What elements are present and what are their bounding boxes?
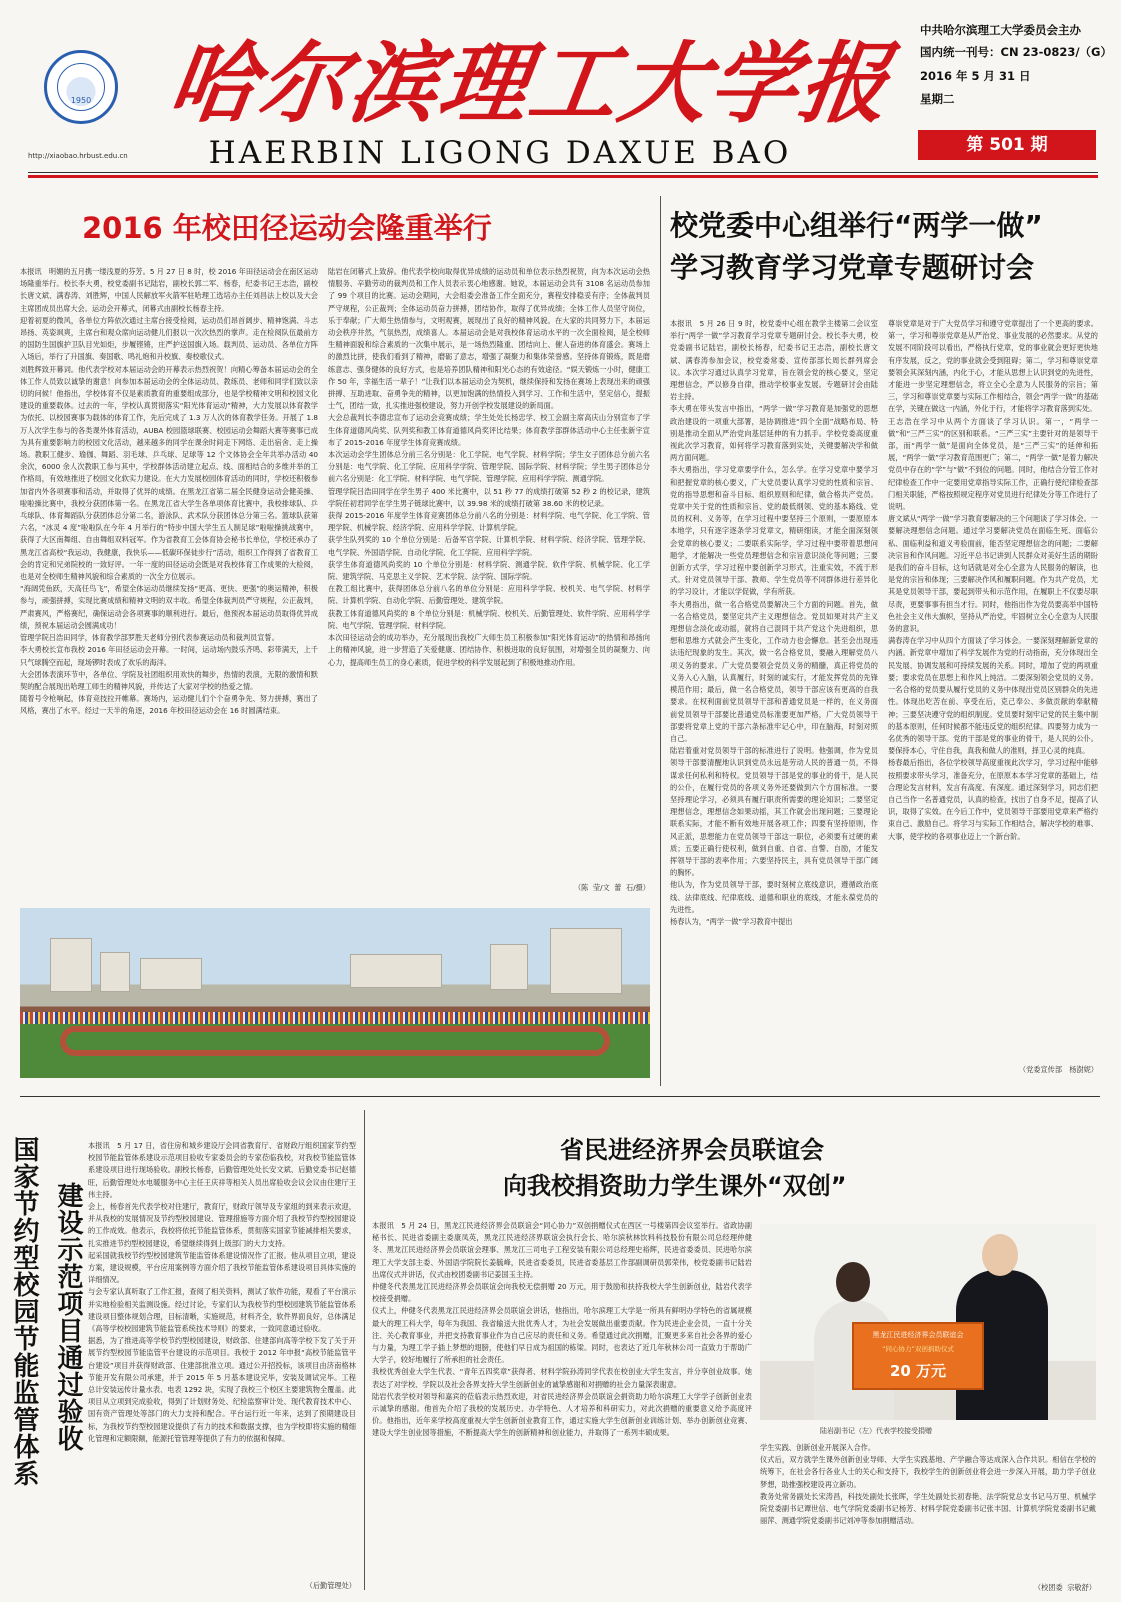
donation-headline-line2: 向我校捐资助力学生课外“双创” xyxy=(503,1172,847,1200)
donation-article-col1: 本报讯 5 月 24 日，黑龙江民进经济界会员联谊会“同心协力”双创捐赠仪式在西区一号楼第四会议室举行。省政协副秘书长、民进省委副主委康凤英，黑龙江民进经济界联谊会执行会长、哈尔滨秋林饮料科技股份有限公司总经理仲健冬、黑龙江民进经济界会员联谊会理事、黑龙江三司电子工程安装有限公司总经理史裕辉，民进省委委员、民进哈尔滨理工大学支部主委、外国语学院院长姜毓峰，民进省委委员，民进省委基层工作部副调研员郭荣伟，校党委副书记陆岩出席仪式并讲话，仪式由校团委副书记姜国玉主持。 仲健冬代表黑龙江民进经济界会员联谊会向我校无偿捐赠 20 万元，用于鼓励和扶持我校大学生创新创业，陆岩代表学校接受捐赠。 仪式上，仲健冬代表黑龙江民进经济界会员联谊会讲话，他指出，哈尔滨理工大学是一所具有鲜明办学特色的省属规模最大的理工科大学，每年为我国、我省输送大批优秀人才，为社会发展做出重要贡献。作为民进企业会员，一直十分关注、关心教育事业，并把支持教育事业作为自己应尽的责任和义务。希望通过此次捐赠，汇聚更多来自社会各界的爱心与力量，为理工学子插上梦想的翅膀，使他们早日成为祖国的栋梁。同时，也表达了近几年秋林公司一直致力于帮助广大学子，较好地履行了所承担的社会责任。 我校优秀创业大学生代表、“青年五四奖章”获得者、材料学院孙涛同学代表在校创业大学生发言，并分享创业故事。她表达了对学校、学院以及社会各界支持大学生创新创业的诚挚感谢和对捐赠的社会力量深表谢意。 陆岩代表学校对领导和嘉宾的莅临表示热烈欢迎，对省民进经济界会员联谊会捐资助力哈尔滨理工大学学子创新创业表示诚挚的感谢。他首先介绍了我校的发展历史、办学特色、人才培养和科研实力，对此次捐赠的重要意义给予高度评价。他指出，近年来学校高度重视大学生创新创业教育工作，通过实施大学生创新创业训练计划、举办创新创业竞赛、建设大学生创业园等措施，不断提高大学生的创新精神和创业能力，并取得了一系列丰硕成果。 xyxy=(372,1221,752,1438)
seal-year: 1950 xyxy=(70,96,92,105)
issue-date: 2016 年 5 月 31 日 xyxy=(920,69,1031,83)
section-divider xyxy=(20,1096,1100,1097)
donation-photo xyxy=(760,1224,1096,1420)
energy-byline: （后勤管理处） xyxy=(305,1581,356,1590)
sports-article-col1: 本报讯 明媚的五月携一缕浅夏的芬芳。5 月 27 日 8 时，校 2016 年田径运动会在南区运动场隆重举行。校长李大勇，校党委副书记陆岩，副校长郭二军、杨春，纪委书记王志浩，副校长唐文斌、满春涛、刘胜辉，中国人民解放军火箭军驻哈理工选培办主任刘昌法上校以及大会主席团成员出席大会。运动会开幕式，闭幕式由副校长杨春主持。 迎着初夏的微风，各单位方阵依次通过主席台接受检阅，运动员们昂首阔步、精神饱满、斗志昂扬、英姿飒爽，主席台和观众席向运动健儿们报以一次次热烈的掌声。走在检阅队伍最前方的国防生国旗护卫队目光如炬，步履铿锵，庄严护送国旗入场。载判员、运动员、各单位方阵入场后，举行了升国旗、奏国歌、鸣礼炮和升校旗、奏校歌仪式。 刘胜辉致开幕词。他代表学校对本届运动会的开幕表示热烈祝贺！向精心筹备本届运动会的全体工作人员致以诚挚的谢意！向参加本届运动会的全体运动员、教练员、老师和同学们致以亲切的问候！他指出，学校体育不仅是素质教育的重要组成部分，也是学校精神文明和校园文化建设的重要载体。过去的一年，学校认真贯彻落实“阳光体育运动”精神，大力发展以体育教学为依托、以校园赛事为载体的体育工作，先后完成了 1.3 万人次的体育教学任务。开展了 1.8 万人次学生参与的各类课外体育活动，AUBA 校园篮球联赛、校园运动会舞蹈大赛等赛事已成为具有重要影响力的校园文化活动，越来越多的同学在课余时间走下网络、走出宿舍、走上操场。教职工健步、瑜伽、舞蹈、羽毛球、乒乓球、足球等 12 个文体协会全年共举办活动 40 余次，6000 余人次教职工参与其中，学校群体活动建立起点、线、面相结合的多维并举的工作格局，有效地推进了校园文化软实力建设。在大力发展校园体育活动的同时，学校还积极参加省内外各项赛事和活动，并取得了优异的成绩。在黑龙江省第二届全民健身运动会健美操、啦啦操比赛中，我校分获团体第一名。在黑龙江省大学生各单项体育比赛中，我校排球队、乒乓球队、体育舞蹈队分获团体总分第二名，游泳队、武术队分获团体总分第三名。篮球队获第六名，“冰灵 4 度”啦啦队在今年 4 月举行的“特步中国大学生五人制足球”啦啦操挑战赛中，获得了大区南舞组、自由舞组双料冠军。作为省教育工会体育协会秘书长单位，学校还承办了黑龙江省高校“我运动，我健康，我快乐——低碳环保徒步行”活动，组织工作得到了省教育工会的肯定和兄弟院校的一致好评。一年一度的田径运动会既是对我校体育工作成果的大检阅，也是对全校师生精神风貌和综合素质的一次全方位展示。 “海阔凭鱼跃，天高任鸟飞”，希望全体运动员继续发扬“更高、更快、更强”的奥运精神，积极参与，顽强拼搏，实现比赛成绩和精神文明的双丰收。希望全体裁判员严守规程，公正裁判，严肃赛风，严格赛纪，确保运动会各项赛事的顺利进行。最后，他预祝本届运动员取得优异成绩，预祝本届运动会圆满成功！ 管理学院吕浩田同学，体育教学部罗胜天老师分别代表参赛运动员和裁判员宣誓。 李大勇校长宣布我校 2016 年田径运动会开幕。一时间，运动场内鼓乐齐鸣、彩带满天，上千只气球腾空而起，现场锣时表成了欢乐的海洋。 大会团体表演环节中，各单位、学院及社团组织用欢快的舞步，热情的表演，无限的激情和默契的配合展现出哈理工师生的精神风貌，并传达了大家对学校的热爱之情。 随着号令枪响起，体育竞技拉开帷幕。赛场内，运动健儿们个个奋勇争先、努力拼搏，赛出了风格，赛出了水平。经过一天半的角逐，2016 年校田径运动会在 16 时圆满结束。 xyxy=(20,267,318,716)
energy-article-body: 本报讯 5 月 17 日，省住房和城乡建设厅会同省教育厅、省财政厅组织国家节约型校园节能监管体系建设示范项目验收专家委员会的专家莅临我校，对我校节能监管体系建设项目进行现场验收。副校长杨春，后勤管理处处长安文斌、后勤党委书记赵德旺，后勤管理处水电暖服务中心主任王庆祥等相关人员出席验收会议会议由住建厅王伟主持。 会上，杨春首先代表学校对住建厅，教育厅，财政厅领导及专家组的到来表示欢迎，并从我校的发展情况及节约型校园建设、管理措施等方面介绍了我校节约型校园建设的工作成效。他表示，我校将依托节能监管体系，贯彻落实国家节能减排相关要求，扎实推进节约型校园建设，希望继续得到上级部门的大力支持。 起采国就我校节约型校园建筑节能监管体系建设情况作了汇报。他从项目立项，建设方案，建设规模，平台应用案例等方面介绍了我校节能监管体系建设项目具体实施的详细情况。 与会专家认真听取了工作汇报，查阅了相关资料，测试了软件功能，观看了平台演示并实地检验相关监测设施。经过讨论，专家们认为我校节约型校园建筑节能监管体系建设项目整体规划合理，目标清晰，实施规范，材料齐全，软件界面良好，总体满足《高等学校校园建筑节能监管系统技术导则》的要求，一致同意通过验收。 据悉，为了推进高等学校节约型校园建设，财政部、住建部向高等学校下发了关于开展节约型校园节能监管平台建设的示范项目。我校于 2012 年申报“高校节能监管平台建设”项目并获得财政部、住建部批准立项。通过公开招投标，该项目由济南格林节能开发有限公司承建，并于 2015 年 5 月基本建设完毕，安装及调试完毕。工程总计安装远传计量水表、电表 1292 块，实现了我校三个校区主要建筑物全覆盖。此项目从立项到完成验收，得到了计划财务处、纪检监察审计处、现代教育技术中心、国有资产管理处等部门的大力支持和配合。平台运行近一年来，达到了预期建设目标，为我校节约型校园建设提供了有力的技术和数据支撑，也为学校即将实施的精细化管理和定额限额，能源托管管理等提供了有力的依据和保障。 xyxy=(88,1141,356,1443)
donation-board xyxy=(852,1322,984,1390)
column-divider xyxy=(660,196,661,1086)
weekday: 星期二 xyxy=(920,92,955,106)
party-headline-line2: 学习教育学习党章专题研讨会 xyxy=(670,251,1035,284)
donation-headline-line1: 省民进经济界会员联谊会 xyxy=(560,1136,824,1164)
newspaper-title: 哈尔滨理工大学报 xyxy=(162,31,898,135)
board-line2: “同心协力”双创捐助仪式 xyxy=(882,1345,954,1353)
issue-number-badge: 第 501 期 xyxy=(918,130,1096,160)
donation-byline: （校团委 宗敬舒） xyxy=(1033,1583,1096,1592)
masthead-divider-red xyxy=(28,175,1098,178)
newspaper-pinyin: HAERBIN LIGONG DAXUE BAO xyxy=(208,135,792,171)
masthead-divider xyxy=(28,172,1098,173)
sponsor-line: 中共哈尔滨理工大学委员会主办 xyxy=(920,23,1081,37)
university-seal-logo xyxy=(44,50,118,124)
column-divider-lower xyxy=(364,1110,365,1590)
stadium-photo xyxy=(20,908,650,1078)
sports-byline: （陈 莹/文 蕾 石/摄） xyxy=(573,883,650,892)
publication-number: 国内统一刊号：CN 23-0823/（G） xyxy=(920,45,1112,59)
party-headline-line1: 校党委中心组举行“两学一做” xyxy=(670,209,1043,242)
sports-headline: 2016 年校田径运动会隆重举行 xyxy=(82,211,492,245)
energy-vertical-headline-2: 建设示范项目通过验收 xyxy=(53,1182,83,1452)
party-article-col2: 尊崇党章是对于广大党员学习和遵守党章提出了一个更高的要求。第一，学习和尊崇党章是从严治党、事业发展的必然要求。从党的发展不同阶段可以看出，严格执行党章，党的事业就会更好更快地有序发展，反之，党的事业就会受到阻碍；第二，学习和尊崇党章要领会其深刻内涵，内化于心，才能从思想上认识到党的先进性，才能进一步坚定理想信念，将立全心全意为人民服务的宗旨；第三，学习和尊崇党章要与实际工作相结合，领会“两学一做”的基础在学，关键在做这一内涵，外化于行，才能将学习教育落到实处。 王志浩在学习中从两个方面谈了学习认识。第一，“两学一做”和“三严三实”的区别和联系。“三严三实”主要针对的是领导干部，而“两学一做”是面向全体党员，是“三严三实”的延伸和拓展，“两学一做”学习教育范围更广；第二，“两学一做”是着力解决党员中存在的“学”与“做”不到位的问题。同时，他结合分管工作对纪律检查工作中一定要用党章指导实际工作，正确行使纪律检查部门相关职能，严格按照规定程序对党员进行纪律处分等工作进行了说明。 唐文斌从“两学一做”学习教育要解决的三个问题谈了学习体会。一要解决理想信念问题。通过学习要解决党员在面临生死、面临公私、面临利益和道义考验面前，能否坚定理想信念的问题；二要解决宗旨和作风问题。习近平总书记讲到人民群众对美好生活的期盼是我们的奋斗目标，这句话就是对全心全意为人民服务的解读，也是党的宗旨和体现；三要解决作风和履职问题。作为共产党员，尤其是党员领导干部，要起到带头和示范作用，在履职上不仅要尽职尽责，更要事事有担当才行。同时，他指出作为党员要高举中国特色社会主义伟大旗帜，坚持从严治党，牢固树立全心全意为人民服务的意识。 满春涛在学习中从四个方面谈了学习体会。一要深刻理解新党章的内涵。新党章中增加了科学发展作为党的行动指南，充分体现出全民发展、协调发展和可持续发展的关系。同时，增加了党的两项重要；要求党员在思想上和作风上纯洁。二要深刻领会党员的义务。一名合格的党员要从履行党员的义务中体现出党员区别群众的先进性。体现出吃苦在前、享受在后，克己奉公、多做贡献的奉献精神；三要坚决遵守党的组织制度。党员要时刻牢记党的民主集中制的基本原则，任何时候都不能违反党的组织纪律。四要努力成为一名优秀的领导干部。党的干部是党的事业的骨干，是人民的公仆。要保持本心，守住自我，真我和做人的准则，择卫心灵的纯真。 杨春最后指出，各位学校领导高度重视此次学习，学习过程中能够按照要求带头学习，准备充分，在原原本本学习党章的基础上，结合理论发言材料，发言有高度、有深度。通过深刻学习，同志们把自己当作一名普通党员，认真的检查，找出了自身不足，提高了认识，取得了实效。在今后工作中，党员领导干部要用党章来严格约束自己、激励自己。将学习与实际工作相结合，解决学校的难事、大事，使学校的各项事业迈上一个新台阶。 xyxy=(888,319,1098,841)
sports-article-col2: 陆岩在闭幕式上致辞。他代表学校向取得优异成绩的运动员和单位表示热烈祝贺，向为本次运动会热情服务、辛勤劳动的裁判员和工作人员表示衷心地感谢。她说，本届运动会共有 3108 名运动员参加了 99 个项目的比赛。运动会期间，大会组委会准备工作全面充分，赛程安排稳妥有序；全体裁判员严守规程，公正裁判；全体运动员奋力拼搏，团结协作，取得了优异成绩；全体工作人员坚守岗位，乐于奉献；广大师生热情参与，文明观赛，展现出了良好的精神风貌。在大家的共同努力下，本届运动会秩序井然，气氛热烈，成绩喜人。本届运动会是对我校体育运动水平的一次全面检阅，是全校师生精神面貌和综合素质的一次集中展示，是一场热烈隆重、团结向上、催人奋进的体育盛会。赛场上的激烈比拼，使我们看到了精神，磨砺了意志，增强了凝聚力和集体荣誉感。坚持体育锻炼，既是磨练意志、强身健体的良好方式，也是培养团队精神和阳光心态的有效途径。“娱天锻炼一小时，健康工作 50 年，幸福生活一辈子！”让我们以本届运动会为契机，继续保持和发扬在赛场上表现出来的顽强拼搏、互助进取、奋勇争先的精神，以更加饱满的热情投入到学习、工作和生活中，坚定信心，提振士气，团结一致，扎实推进强校建设，努力开创学校发展建设的新局面。 大会总裁判长李德忠宣布了运动会竞赛成绩；学生处处长杨忠学、校工会副主席高庆山分别宣布了学生体育道德风尚奖、队列奖和教工体育道德风尚奖评比结果；体育教学部群体活动中心主任张新宇宣布了 2015-2016 年度学生体育竞赛成绩。 本次运动会学生团体总分前三名分别是：化工学院、电气学院、材料学院；学生女子团体总分前六名分别是：电气学院、化工学院、应用科学学院、管理学院、国际学院、材料学院；学生男子团体总分前六名分别是：化工学院、材料学院、电气学院、管理学院、应用科学学院、测通学院。 管理学院吕浩田同学在学生男子 400 米比赛中，以 51 秒 77 的成绩打破第 52 秒 2 的校记录，建筑学院任初君同学在学生男子链球比赛中，以 39.98 米的成绩打破第 38.60 米的校记录。 获得 2015-2016 年度学生体育竞赛团体总分前八名的分别是：材料学院、电气学院、化工学院、管理学院、机械学院、经济学院、应用科学学院、计算机学院。 获学生队列奖的 10 个单位分别是：后备军官学院、计算机学院、材料学院、经济学院、管理学院、电气学院、外国语学院、自动化学院、化工学院、应用科学学院。 获学生体育道德风尚奖的 10 个单位分别是：材料学院、测通学院、软件学院、机械学院、化工学院、建筑学院、马克思主义学院、艺术学院、法学院、国际学院。 在教工组比赛中，获得团体总分前八名的单位分别是：应用科学学院、校机关、电气学院、材料学院、计算机学院、自动化学院、后勤管理处、建筑学院。 获教工体育道德风尚奖的 8 个单位分别是：机械学院、校机关、后勤管理处、软件学院、应用科学学院、电气学院、管理学院、材料学院。 本次田径运动会的成功举办，充分展现出我校广大师生员工积极参加“阳光体育运动”的热情和昂扬向上的精神风貌，进一步营造了关爱健康、团结协作、积极进取的良好氛围，对增强全员的凝聚力、向心力，提高师生员工的身心素质，促进学校的科学发展起到了积极地推动作用。 xyxy=(328,267,650,667)
board-line1: 黑龙江民进经济界会员联谊会 xyxy=(872,1331,964,1339)
donation-article-col2: 学生实践、创新创业开展深入合作。 仪式后，双方就学生课外创新创业导师、大学生实践基地、产学融合等达成深入合作共识。相信在学校的统筹下，在社会各行各业人士的关心和支持下，我校学生的创新创业将会进一步深入开展，助力学子创业梦想，助推强校建设再立新功。 教务处常务副处长宋涛昌，科技处副处长张晖，学生处副处长初春艳、法学院党总支书记马万里、机械学院党委副书记谭世信、电气学院党委副书记杨芳、材料学院党委副书记张丰国、计算机学院党委副书记戴丽萍、测通学院党委副书记刘冲等参加捐赠活动。 xyxy=(760,1443,1096,1526)
party-article-col1: 本报讯 5 月 26 日 9 时，校党委中心组在教学主楼第二会议室举行“两学一做”学习教育学习党章专题研讨会。校长李大勇，校党委副书记陆岩，副校长杨春，纪委书记王志浩，副校长唐文斌、满春涛参加会议，校党委常委、宣传部部长周长群列席会议。本次学习通过认真学习党章，旨在领会党的核心要义，坚定理想信念，严以修身自律，推动学校事业发展。专题研讨会由陆岩主持。 李大勇在带头发言中指出，“两学一做”学习教育是加强党的思想政治建设的一项重大部署，是协调推进“四个全面”战略布局、特别是推动全面从严治党向基层延伸的有力抓手。学校党委高度重视此次学习教育，如何将学习教育落到实处，关键要解决学和做两方面问题。 李大勇指出，学习党章要学什么，怎么学。在学习党章中要学习和把握党章的核心要义，广大党员要认真学习党的性质和宗旨、党的指导思想和奋斗目标、组织原则和纪律，做合格共产党员。党章中关于党的性质和宗旨、党的最低纲领、党的基本路线、党员的权利、义务等，在学习过程中要坚持三个原则，一要原原本本地学，只有逐字逐条学习党章文，精研细读，才能全面深刻领会党章的核心要义；二要联系实际学，学习过程中要带着思想问题学，才能解决一些党员理想信念和宗旨意识淡化等问题；三要创新方式学，学习过程中要创新学习形式，注重实效，不流于形式。针对党员领导干部、教师、学生党员等不同群体进行差异化的学习设计，才能以学促做，学有所获。 李大勇指出，做一名合格党员要解决三个方面的问题。首先，做一名合格党员，要坚定共产主义理想信念。党员如果对共产主义理想信念淡化或动摇，就将自己混同于共产党这个先进组织，思想和思维方式就会产生变化，工作动力也会懈怠。甚至会出现违法违纪现象的发生。其次，做一名合格党员，要融入理解党员八项义务的要求。广大党员要领会党员义务的精髓，真正将党员的义务入心入脑，认真履行，时刻的诚实行，才能发挥党员的先锋模范作用；最后，做一名合格党员，领导干部应该有更高的自我要求。在权利面前党员领导干部和普通党员是一样的，在义务面前党员领导干部要比普通党员标准要更加严格，广大党员领导干部要将党章上党的干部六条标准牢记心中，印在脑海，时刻对照自己。 陆岩着重对党员领导干部的标准进行了说明。他强调，作为党员领导干部要清醒地认识到党员永远是劳动人民的普通一员，不得谋求任何私利和特权。党员领导干部是党的事业的骨干，是人民的公仆，在履行党员的各项义务外还要做到六个方面标准。一要坚持理论学习，必须具有履行职责所需要的理论知识；二要坚定理想信念，理想信念如果动摇，其工作就会出现问题；三要理论联系实际，才能不断有效地开展各项工作；四要有坚持原则，作风正派，思想能力在党员领导干部这一职位，必须要有过硬的素质；五要正确行使权利，做到自重、自省、自警、自励，才能发挥领导干部的表率作用；六要坚持民主，具有党员领导干部广阔的胸怀。 他认为，作为党员领导干部，要时刻树立底线意识，遵循政治底线、法律底线、纪律底线、道德和职业的底线，才能永葆党员的先进性。 杨春认为，“两学一做”学习教育中提出 xyxy=(670,319,878,926)
board-amount: 20 万元 xyxy=(889,1362,947,1380)
energy-vertical-headline-1: 国家节约型校园节能监管体系 xyxy=(9,1136,39,1487)
photo-caption: 陆岩副书记（左）代表学校接受捐赠 xyxy=(820,1427,932,1435)
website-url[interactable]: http://xiaobao.hrbust.edu.cn xyxy=(28,152,128,160)
party-byline: （党委宣传部 杨澍妮） xyxy=(1018,1065,1098,1074)
